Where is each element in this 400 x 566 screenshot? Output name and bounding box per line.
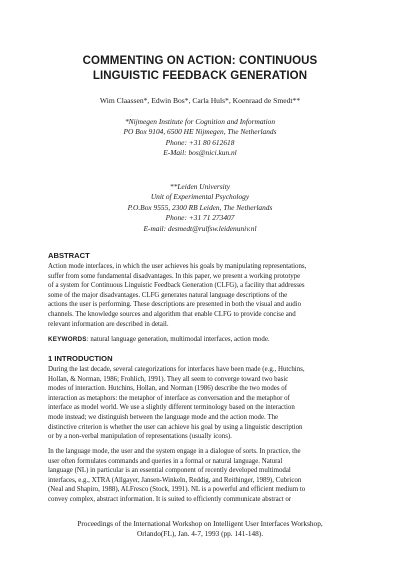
abstract-line: some of the major disadvantages. CLFG generates natural language descriptions of the [48, 291, 288, 299]
affiliation-line: E-Mail: bos@nici.kun.nl [163, 148, 237, 158]
abstract-line: channels. The knowledge sources and algorithm that enable CLFG to provide concise and [48, 310, 296, 318]
intro-line: interfaces, e.g., XTRA (Allgayer, Jansen-Winkeln, Reddig, and Reithinger, 1989), Cubricon [48, 476, 302, 484]
affiliation-line: E-mail: desmedt@rulfsw.leidenuniv.nl [143, 223, 257, 233]
intro-paragraph-2 [48, 447, 354, 505]
abstract-line: suffer from some fundamental disadvantages. In this paper, we present a working prototype [48, 272, 301, 280]
intro-line: In the language mode, the user and the system engage in a dialogue of sorts. In practice, the [48, 448, 301, 455]
affiliation-nijmegen [0, 117, 400, 159]
abstract-line: actions the user is performing. These descriptions are presented in both the visual and audio [48, 301, 302, 309]
affiliation-leiden [0, 182, 400, 234]
intro-line: interaction as metaphors: the metaphor of interface as conversation and the metaphor of [48, 394, 290, 402]
intro-line: Hollan, & Norman, 1986; Frohlich, 1991). They all seem to converge toward two basic [48, 375, 289, 383]
affiliation-line: Phone: +31 71 273407 [165, 213, 235, 223]
keywords-line [48, 335, 354, 345]
intro-line: convey complex, abstract information. It is suited to efficiently communicate abstract or [48, 495, 292, 503]
affiliation-line: Phone: +31 80 612618 [165, 137, 235, 147]
affiliation-line: *Nijmegen Institute for Cognition and Information [124, 117, 276, 126]
footer-line: Orlando(FL), Jan. 4-7, 1993 (pp. 141-148). [136, 529, 264, 538]
intro-line: During the last decade, several categorizations for interfaces have been made (e.g., Hutchins, [48, 366, 305, 373]
abstract-line: Action mode interfaces, in which the user achieves his goals by manipulating representations, [48, 263, 307, 270]
title-line: LINGUISTIC FEEDBACK GENERATION [92, 70, 308, 82]
abstract-line: relevant information are described in detail. [48, 320, 169, 328]
keywords-text: : natural language generation, multimodal interfaces, action mode. [86, 336, 270, 343]
intro-line: language (NL) in particular is an essential component of recently developed multimodal [48, 467, 291, 475]
paper-title [0, 54, 400, 84]
author-list: Wim Claassen*, Edwin Bos*, Carla Huls*, Koenraad de Smedt** [99, 96, 301, 105]
intro-line: modes of interaction. Hutchins, Hollan, and Norman (1986) describe the two modes of [48, 385, 288, 393]
intro-line: distinctive criterion is whether the user can achieve his goal by using a linguistic description [48, 423, 303, 431]
abstract-heading: ABSTRACT [48, 251, 90, 260]
title-line: COMMENTING ON ACTION: CONTINUOUS [82, 55, 318, 67]
intro-line: or by a non-verbal manipulation of representations (usually icons). [48, 433, 232, 441]
affiliation-line: P.O.Box 9555, 2300 RB Leiden, The Netherlands [127, 202, 273, 212]
keywords-label: KEYWORDS [48, 336, 87, 343]
affiliation-line: PO Box 9104, 6500 HE Nijmegen, The Netherlands [123, 127, 277, 137]
intro-line: mode instead; we distinguish between the language mode and the action mode. The [48, 413, 279, 421]
proceedings-footer [0, 519, 400, 539]
intro-line: user often formulates commands and queries in a formal or natural language. Natural [48, 457, 283, 465]
abstract-body [48, 262, 354, 329]
intro-paragraph-1 [48, 365, 354, 442]
intro-line: interface as model world. We use a slightly different terminology based on the interaction [48, 404, 295, 412]
keywords [48, 335, 354, 345]
footer-line: Proceedings of the International Workshop on Intelligent User Interfaces Workshop, [77, 519, 323, 528]
affiliation-line: **Leiden University [169, 182, 231, 191]
introduction-heading: 1 INTRODUCTION [48, 354, 113, 363]
affiliation-line: Unit of Experimental Psychology [150, 192, 250, 202]
abstract-line: of a system for Continuous Linguistic Feedback Generation (CLFG), a facility that addresses [48, 282, 305, 290]
intro-line: (Neal and Shapiro, 1988), ALFresco (Stock, 1991). NL is a powerful and efficient medium to [48, 486, 306, 494]
